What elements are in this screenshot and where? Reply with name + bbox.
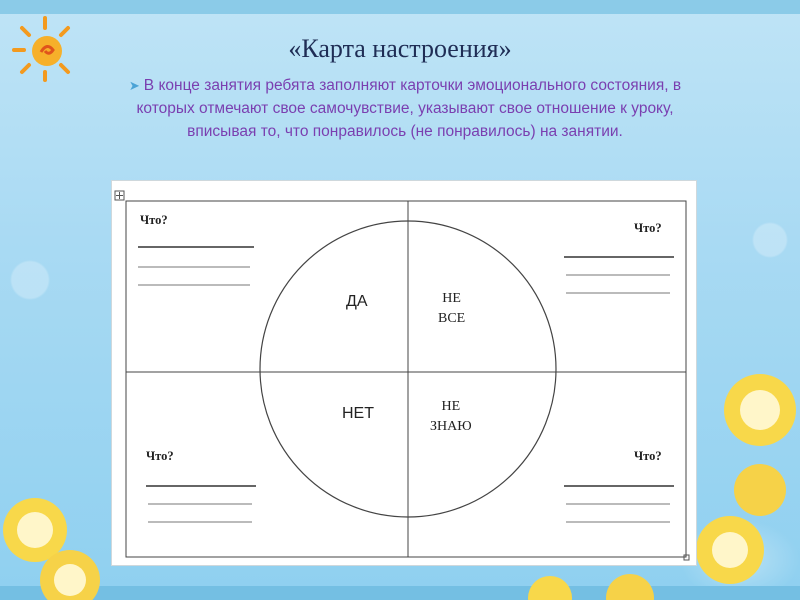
flower-icon — [690, 370, 800, 590]
circle-label-no: НЕТ — [342, 405, 374, 422]
writing-lines-top-left — [138, 247, 254, 285]
bullet-arrow-icon: ➤ — [128, 78, 140, 93]
flower-icon — [520, 560, 690, 600]
question-label-bottom-left: Что? — [146, 449, 174, 463]
writing-lines-bottom-left — [146, 486, 256, 522]
intro-line-3: вписывая то, что понравилось (не понравилось) на занятии. — [187, 123, 623, 140]
question-label-bottom-right: Что? — [634, 449, 662, 463]
flower-icon — [0, 470, 120, 600]
circle-label-dont-know: НЕ ЗНАЮ — [430, 399, 472, 434]
circle-label-not-all: НЕ ВСЕ — [438, 291, 466, 326]
top-border-strip — [0, 0, 800, 14]
writing-lines-top-right — [564, 257, 674, 293]
question-label-top-left: Что? — [140, 213, 168, 227]
intro-line-2: которых отмечают свое самочувствие, указывают свое отношение к уроку, — [136, 100, 674, 117]
question-label-top-right: Что? — [634, 221, 662, 235]
intro-paragraph — [40, 74, 770, 143]
circle-label-yes: ДА — [346, 293, 368, 310]
writing-lines-bottom-right — [564, 486, 674, 522]
slide-title: «Карта настроения» — [288, 34, 512, 63]
mood-map-grid — [112, 181, 696, 565]
mood-map-card — [112, 181, 696, 565]
intro-line-1: ➤ В конце занятия ребята заполняют карточки эмоционального состояния, в — [40, 74, 770, 97]
